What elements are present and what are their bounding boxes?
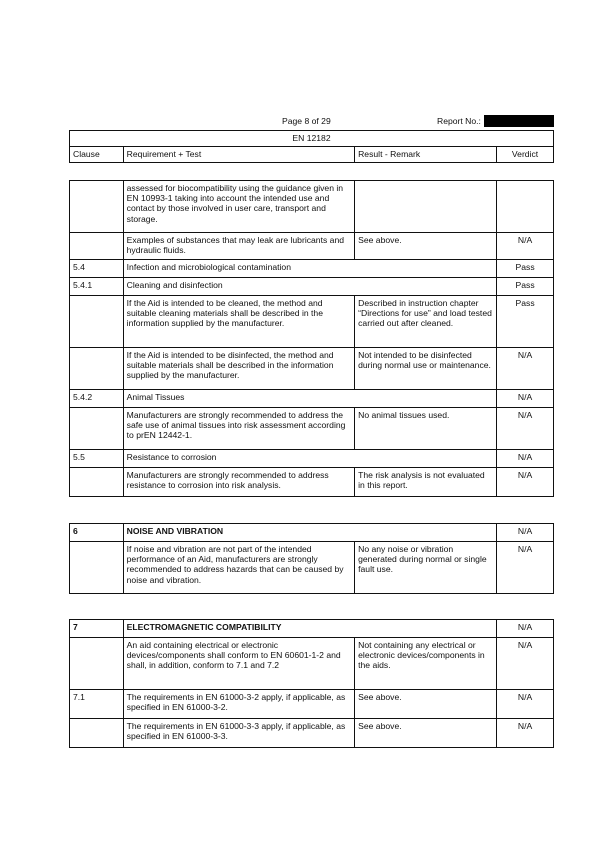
table-row (70, 181, 554, 233)
section-title: ELECTROMAGNETIC COMPATIBILITY (123, 620, 497, 638)
result-cell: The risk analysis is not evaluated in this report. (355, 468, 497, 497)
result-cell: Described in instruction chapter “Directions for use” and load tested carried out after cleaned. (355, 296, 497, 348)
verdict-cell: Pass (497, 296, 554, 348)
result-cell: No animal tissues used. (355, 408, 497, 450)
table-row (70, 468, 554, 497)
verdict-cell: N/A (497, 348, 554, 390)
verdict-cell: N/A (497, 719, 554, 748)
page-number: Page 8 of 29 (282, 116, 331, 126)
requirement-cell: If the Aid is intended to be disinfected, the method and suitable materials shall be described in the information supplied by the manufacturer. (123, 348, 354, 390)
requirement-cell: Examples of substances that may leak are lubricants and hydraulic fluids. (123, 233, 354, 260)
column-header-table (69, 130, 554, 163)
requirement-cell: Resistance to corrosion (123, 450, 497, 468)
clause-cell: 5.4.2 (70, 390, 124, 408)
requirement-cell: If the Aid is intended to be cleaned, the method and suitable cleaning materials shall be described in the information supplied by the manufacturer. (123, 296, 354, 348)
result-cell (355, 181, 497, 233)
report-number-label: Report No.: (437, 116, 481, 126)
result-cell: Not intended to be disinfected during normal use or maintenance. (355, 348, 497, 390)
clause-cell (70, 638, 124, 690)
clause-cell (70, 408, 124, 450)
result-cell: See above. (355, 233, 497, 260)
requirement-cell: Manufacturers are strongly recommended to address the safe use of animal tissues into risk assessment according to prEN 12442-1. (123, 408, 354, 450)
verdict-cell: N/A (497, 233, 554, 260)
table-row (70, 260, 554, 278)
table-row (70, 638, 554, 690)
verdict-cell (497, 181, 554, 233)
page-header (70, 116, 554, 129)
section-heading-row (70, 524, 554, 542)
verdict-cell: N/A (497, 542, 554, 594)
clause-cell (70, 181, 124, 233)
column-clause: Clause (70, 147, 124, 163)
clause-table-6 (69, 523, 554, 594)
requirement-cell: The requirements in EN 61000-3-3 apply, if applicable, as specified in EN 61000-3-3. (123, 719, 354, 748)
clause-cell: 5.5 (70, 450, 124, 468)
redacted-report-number (484, 115, 554, 127)
clause-table-5 (69, 180, 554, 497)
section-clause: 6 (70, 524, 124, 542)
clause-cell (70, 542, 124, 594)
verdict-cell: N/A (497, 690, 554, 719)
verdict-cell: N/A (497, 408, 554, 450)
section-heading-row (70, 620, 554, 638)
verdict-cell: Pass (497, 260, 554, 278)
clause-cell: 7.1 (70, 690, 124, 719)
requirement-cell: Cleaning and disinfection (123, 278, 497, 296)
clause-cell (70, 468, 124, 497)
result-cell: See above. (355, 690, 497, 719)
requirement-cell: assessed for biocompatibility using the guidance given in EN 10993-1 taking into account the intended use and contact by those involved in user care, transport and storage. (123, 181, 354, 233)
section-verdict: N/A (497, 524, 554, 542)
section-title: NOISE AND VIBRATION (123, 524, 497, 542)
verdict-cell: N/A (497, 390, 554, 408)
table-row (70, 233, 554, 260)
verdict-cell: N/A (497, 638, 554, 690)
requirement-cell: If noise and vibration are not part of the intended performance of an Aid, manufacturers are strongly recommended to address hazards that can be caused by noise and vibration. (123, 542, 354, 594)
result-cell: See above. (355, 719, 497, 748)
result-cell: Not containing any electrical or electronic devices/components in the aids. (355, 638, 497, 690)
requirement-cell: An aid containing electrical or electronic devices/components shall conform to EN 60601-1-2 and shall, in addition, conform to 7.1 and 7.2 (123, 638, 354, 690)
table-row (70, 296, 554, 348)
column-requirement: Requirement + Test (123, 147, 354, 163)
standard-title: EN 12182 (70, 131, 554, 147)
section-clause: 7 (70, 620, 124, 638)
requirement-cell: Manufacturers are strongly recommended to address resistance to corrosion into risk analysis. (123, 468, 354, 497)
verdict-cell: N/A (497, 468, 554, 497)
verdict-cell: N/A (497, 450, 554, 468)
table-row (70, 542, 554, 594)
verdict-cell: Pass (497, 278, 554, 296)
requirement-cell: Animal Tissues (123, 390, 497, 408)
table-row (70, 719, 554, 748)
clause-table-7 (69, 619, 554, 748)
clause-cell (70, 719, 124, 748)
result-cell: No any noise or vibration generated during normal or single fault use. (355, 542, 497, 594)
column-result: Result - Remark (355, 147, 497, 163)
column-verdict: Verdict (497, 147, 554, 163)
requirement-cell: The requirements in EN 61000-3-2 apply, if applicable, as specified in EN 61000-3-2. (123, 690, 354, 719)
clause-cell: 5.4 (70, 260, 124, 278)
table-row (70, 390, 554, 408)
clause-cell (70, 348, 124, 390)
clause-cell (70, 233, 124, 260)
requirement-cell: Infection and microbiological contamination (123, 260, 497, 278)
table-row (70, 450, 554, 468)
clause-cell: 5.4.1 (70, 278, 124, 296)
table-row (70, 278, 554, 296)
table-row (70, 690, 554, 719)
section-verdict: N/A (497, 620, 554, 638)
table-row (70, 408, 554, 450)
clause-cell (70, 296, 124, 348)
table-row (70, 348, 554, 390)
